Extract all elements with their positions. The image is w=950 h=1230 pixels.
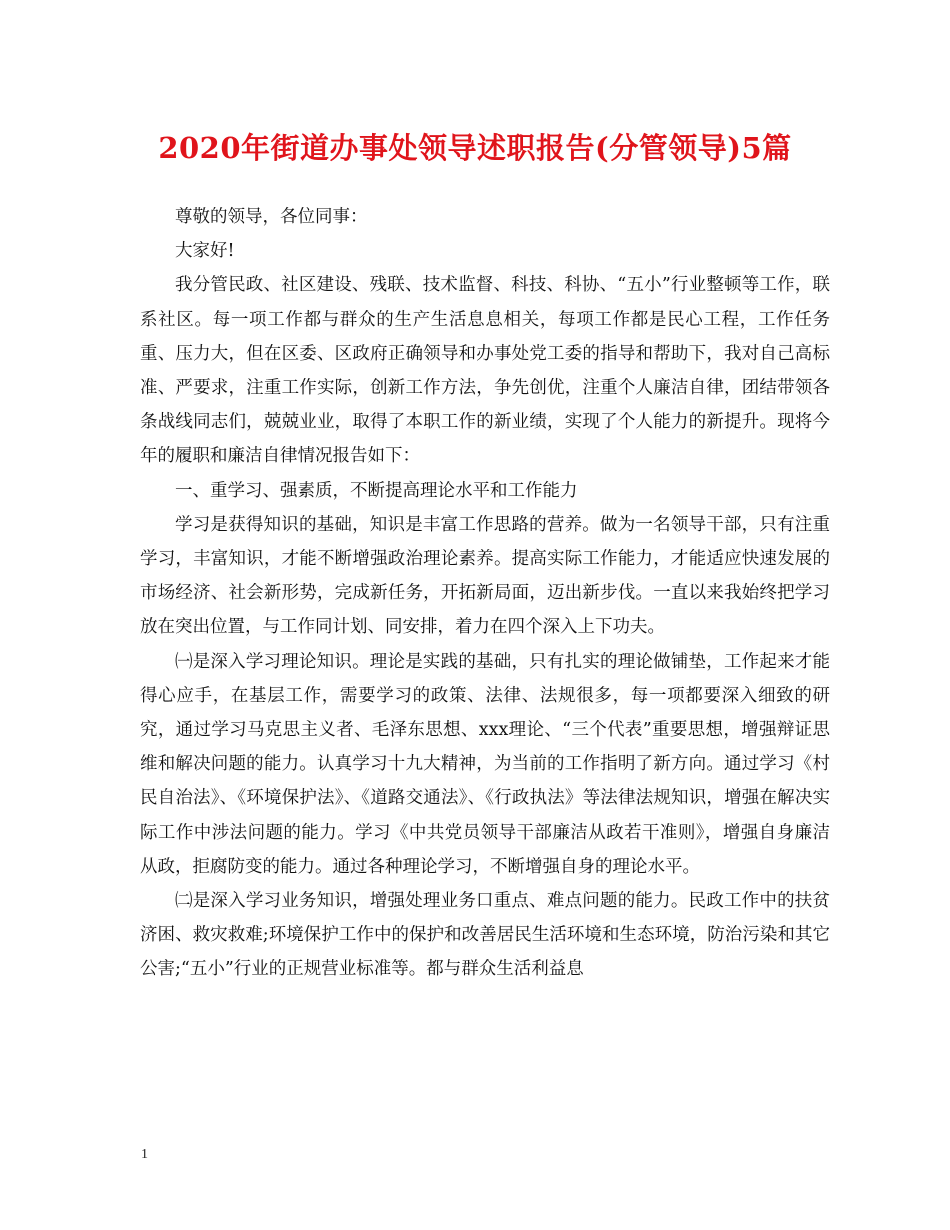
salutation: 尊敬的领导，各位同事： (175, 207, 368, 227)
paragraph-learning: 学习是获得知识的基础，知识是丰富工作思路的营养。做为一名领导干部，只有注重学习，丰富知识，才能不断增强政治理论素养。提高实际工作能力，才能适应快速发展的市场经济、社会新形势，完成新任务，开拓新局面，迈出新步伐。一直以来我始终把学习放在突出位置，与工作同计划、同安排，着力在四个深入上下功夫。 (140, 514, 830, 638)
section-heading-1: 一、重学习、强素质，不断提高理论水平和工作能力 (175, 480, 578, 501)
paragraph-intro: 我分管民政、社区建设、残联、技术监督、科技、科协、“五小”行业整顿等工作，联系社区。每一项工作都与群众的生产生活息息相关，每项工作都是民心工程，工作任务重、压力大，但在区委、区政府正确领导和办事处党工委的指导和帮助下，我对自己高标准、严要求，注重工作实际，创新工作方法，争先创优，注重个人廉洁自律，团结带领各条战线同志们，兢兢业业，取得了本职工作的新业绩，实现了个人能力的新提升。现将今年的履职和廉洁自律情况报告如下： (140, 275, 830, 467)
page-number: 1 (141, 1147, 148, 1162)
greeting: 大家好! (175, 241, 235, 262)
paragraph-business: ㈡是深入学习业务知识，增强处理业务口重点、难点问题的能力。民政工作中的扶贫济困、救灾救难;环境保护工作中的保护和改善居民生活环境和生态环境，防治污染和其它公害;“五小”行业的正规营业标准等。都与群众生活利益息 (140, 891, 830, 980)
paragraph-theory: ㈠是深入学习理论知识。理论是实践的基础，只有扎实的理论做铺垫，工作起来才能得心应手，在基层工作，需要学习的政策、法律、法规很多，每一项都要深入细致的研究，通过学习马克思主义者、毛泽东思想、xxx理论、“三个代表”重要思想，增强辩证思维和解决问题的能力。认真学习十九大精神，为当前的工作指明了新方向。通过学习《村民自治法》、《环境保护法》、《道路交通法》、《行政执法》等法律法规知识，增强在解决实际工作中涉法问题的能力。学习《中共党员领导干部廉洁从政若干准则》，增强自身廉洁从政，拒腐防变的能力。通过各种理论学习，不断增强自身的理论水平。 (140, 651, 830, 877)
document-title: 2020年街道办事处领导述职报告(分管领导)5篇 (158, 131, 792, 165)
document-body (140, 200, 830, 987)
